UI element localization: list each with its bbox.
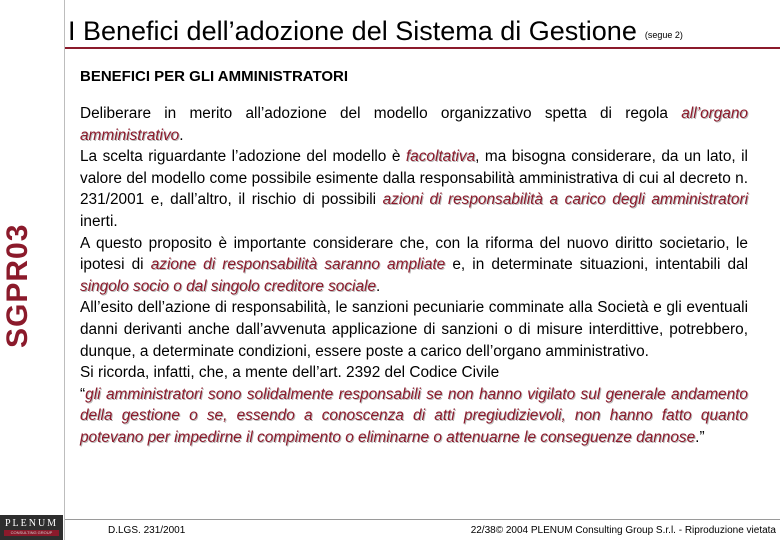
page-title-text: I Benefici dell’adozione del Sistema di Gestione xyxy=(68,16,637,46)
page-title-note: (segue 2) xyxy=(644,30,683,40)
p2-text-2: , ma bisogna considerare, da un lato, il valore del modello come possibile esimente dalla responsabilità amministrativa di cui al decreto n. 231/2001 e, dall’altro, il rischio di possibili xyxy=(80,148,748,209)
paragraph-1 xyxy=(80,103,748,146)
p2-highlight-1: facoltativa xyxy=(405,148,476,166)
p1-end: . xyxy=(179,126,184,144)
quote-open: “ xyxy=(80,385,86,403)
footer-copyright: 22/38© 2004 PLENUM Consulting Group S.r.l. - Riproduzione vietata xyxy=(470,525,776,536)
sidebar-code: SGPR03 xyxy=(1,223,34,348)
footer xyxy=(65,519,780,541)
logo-text: PLENUM xyxy=(4,518,59,529)
sidebar-divider xyxy=(64,0,65,540)
plenum-logo xyxy=(0,515,63,540)
paragraph-4: All’esito dell’azione di responsabilità, le sanzioni pecuniarie comminate alla Società e gli eventuali danni derivanti anche dall’avvenuta applicazione di sanzioni o di misure interdittive, potrebbero, dunque, a determinate condizioni, essere poste a carico dell’organo amministrativo. xyxy=(80,299,748,360)
quote-close: .” xyxy=(695,428,705,446)
quote-text: gli amministratori sono solidalmente responsabili se non hanno vigilato sul generale andamento della gestione o se, essendo a conoscenza di atti pregiudizievoli, non hanno fatto quanto potevano per impedirne il compimento o eliminarne o attenuarne le conseguenze dannose xyxy=(80,385,748,446)
sidebar xyxy=(0,0,64,540)
p3-text: A questo proposito è importante considerare che, con la riforma del nuovo diritto societario, le ipotesi di xyxy=(80,234,748,274)
section-title: BENEFICI PER GLI AMMINISTRATORI xyxy=(80,68,349,85)
p3-text-2: e, in determinate situazioni, intentabili dal xyxy=(445,256,749,274)
paragraph-5: Si ricorda, infatti, che, a mente dell’art. 2392 del Codice Civile xyxy=(80,364,500,382)
p2-highlight-2: azioni di responsabilità a carico degli amministratori xyxy=(382,191,748,209)
p1-highlight: all’organo amministrativo xyxy=(80,105,748,144)
p2-text: La scelta riguardante l’adozione del modello è xyxy=(80,148,406,166)
paragraph-2 xyxy=(80,146,748,232)
page-title xyxy=(68,14,683,48)
footer-left: D.LGS. 231/2001 xyxy=(108,525,186,536)
p3-highlight-2: singolo socio o dal singolo creditore sociale xyxy=(80,277,377,295)
title-divider xyxy=(65,47,780,49)
p3-end: . xyxy=(376,277,381,295)
p3-highlight-1: azione di responsabilità saranno ampliate xyxy=(150,256,446,274)
body-text xyxy=(80,103,748,449)
paragraph-6-quote xyxy=(80,384,748,449)
p1-text: Deliberare in merito all’adozione del modello organizzativo spetta di regola xyxy=(80,105,682,122)
logo-subtext: CONSULTING GROUP xyxy=(4,530,59,536)
paragraph-3 xyxy=(80,233,748,298)
p2-end: inerti. xyxy=(80,212,118,230)
